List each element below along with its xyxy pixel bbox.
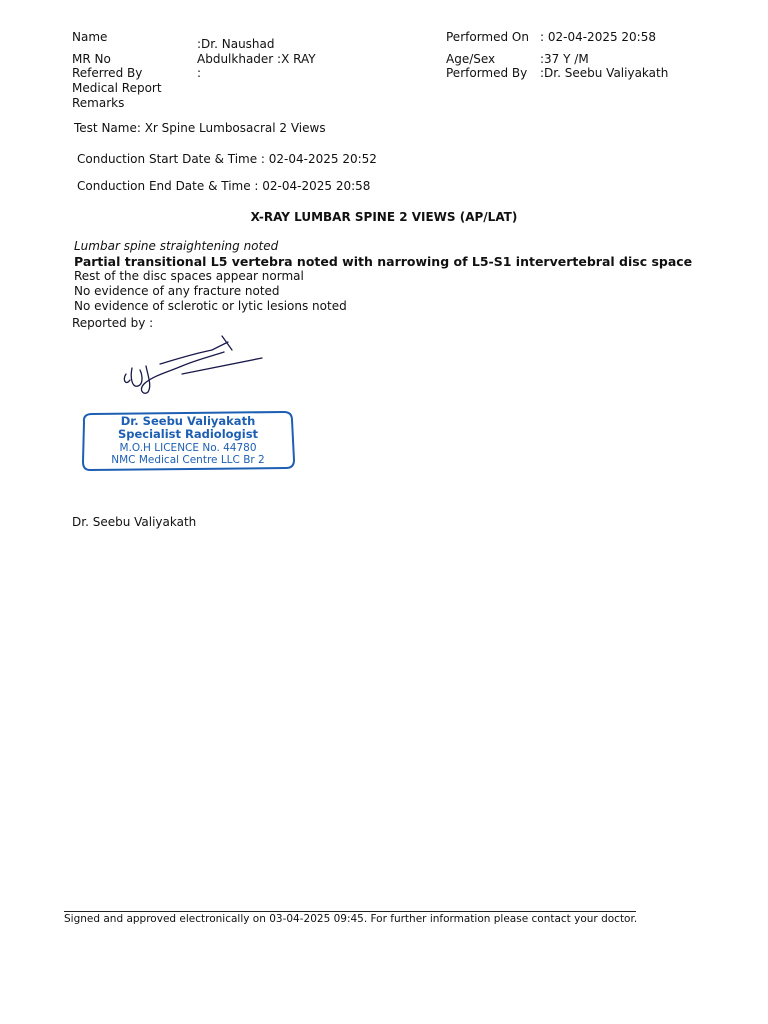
age-sex-label: Age/Sex	[446, 52, 496, 66]
doctor-name: Dr. Seebu Valiyakath	[72, 515, 197, 529]
performed-by-label: Performed By	[446, 66, 528, 80]
conduction-start: Conduction Start Date & Time : 02-04-2025 20:52	[77, 152, 377, 166]
referred-value: :	[197, 66, 202, 80]
signature-image	[112, 330, 272, 410]
remarks-label: Remarks	[72, 96, 125, 110]
referred-label: Referred By	[72, 66, 143, 80]
finding-2: Partial transitional L5 vertebra noted with narrowing of L5-S1 intervertebral disc space	[74, 254, 693, 269]
performed-on-value: : 02-04-2025 20:58	[540, 30, 656, 44]
footer-text: Signed and approved electronically on 03-04-2025 09:45. For further information please contact your doctor.	[64, 913, 638, 925]
performed-by-value: :Dr. Seebu Valiyakath	[540, 66, 669, 80]
name-value: :Dr. Naushad	[197, 37, 275, 51]
finding-5: No evidence of sclerotic or lytic lesions noted	[74, 299, 347, 313]
finding-1: Lumbar spine straightening noted	[74, 239, 279, 253]
report-title: X-RAY LUMBAR SPINE 2 VIEWS (AP/LAT)	[250, 210, 518, 224]
finding-4: No evidence of any fracture noted	[74, 284, 280, 298]
stamp-line-1: Dr. Seebu Valiyakath	[120, 414, 256, 428]
age-sex-value: :37 Y /M	[540, 52, 589, 66]
finding-3: Rest of the disc spaces appear normal	[74, 269, 304, 283]
test-name: Test Name: Xr Spine Lumbosacral 2 Views	[74, 121, 326, 135]
performed-on-label: Performed On	[446, 30, 529, 44]
stamp-line-4: NMC Medical Centre LLC Br 2	[111, 454, 265, 466]
medical-report-label: Medical Report	[72, 81, 162, 95]
mr-label: MR No	[72, 52, 111, 66]
doctor-stamp	[80, 410, 296, 472]
stamp-line-3: M.O.H LICENCE No. 44780	[119, 442, 257, 454]
reported-by-label: Reported by :	[72, 316, 154, 330]
name-label: Name	[72, 30, 108, 44]
mr-value: Abdulkhader :X RAY	[197, 52, 316, 66]
conduction-end: Conduction End Date & Time : 02-04-2025 20:58	[77, 179, 371, 193]
stamp-line-2: Specialist Radiologist	[117, 427, 259, 441]
